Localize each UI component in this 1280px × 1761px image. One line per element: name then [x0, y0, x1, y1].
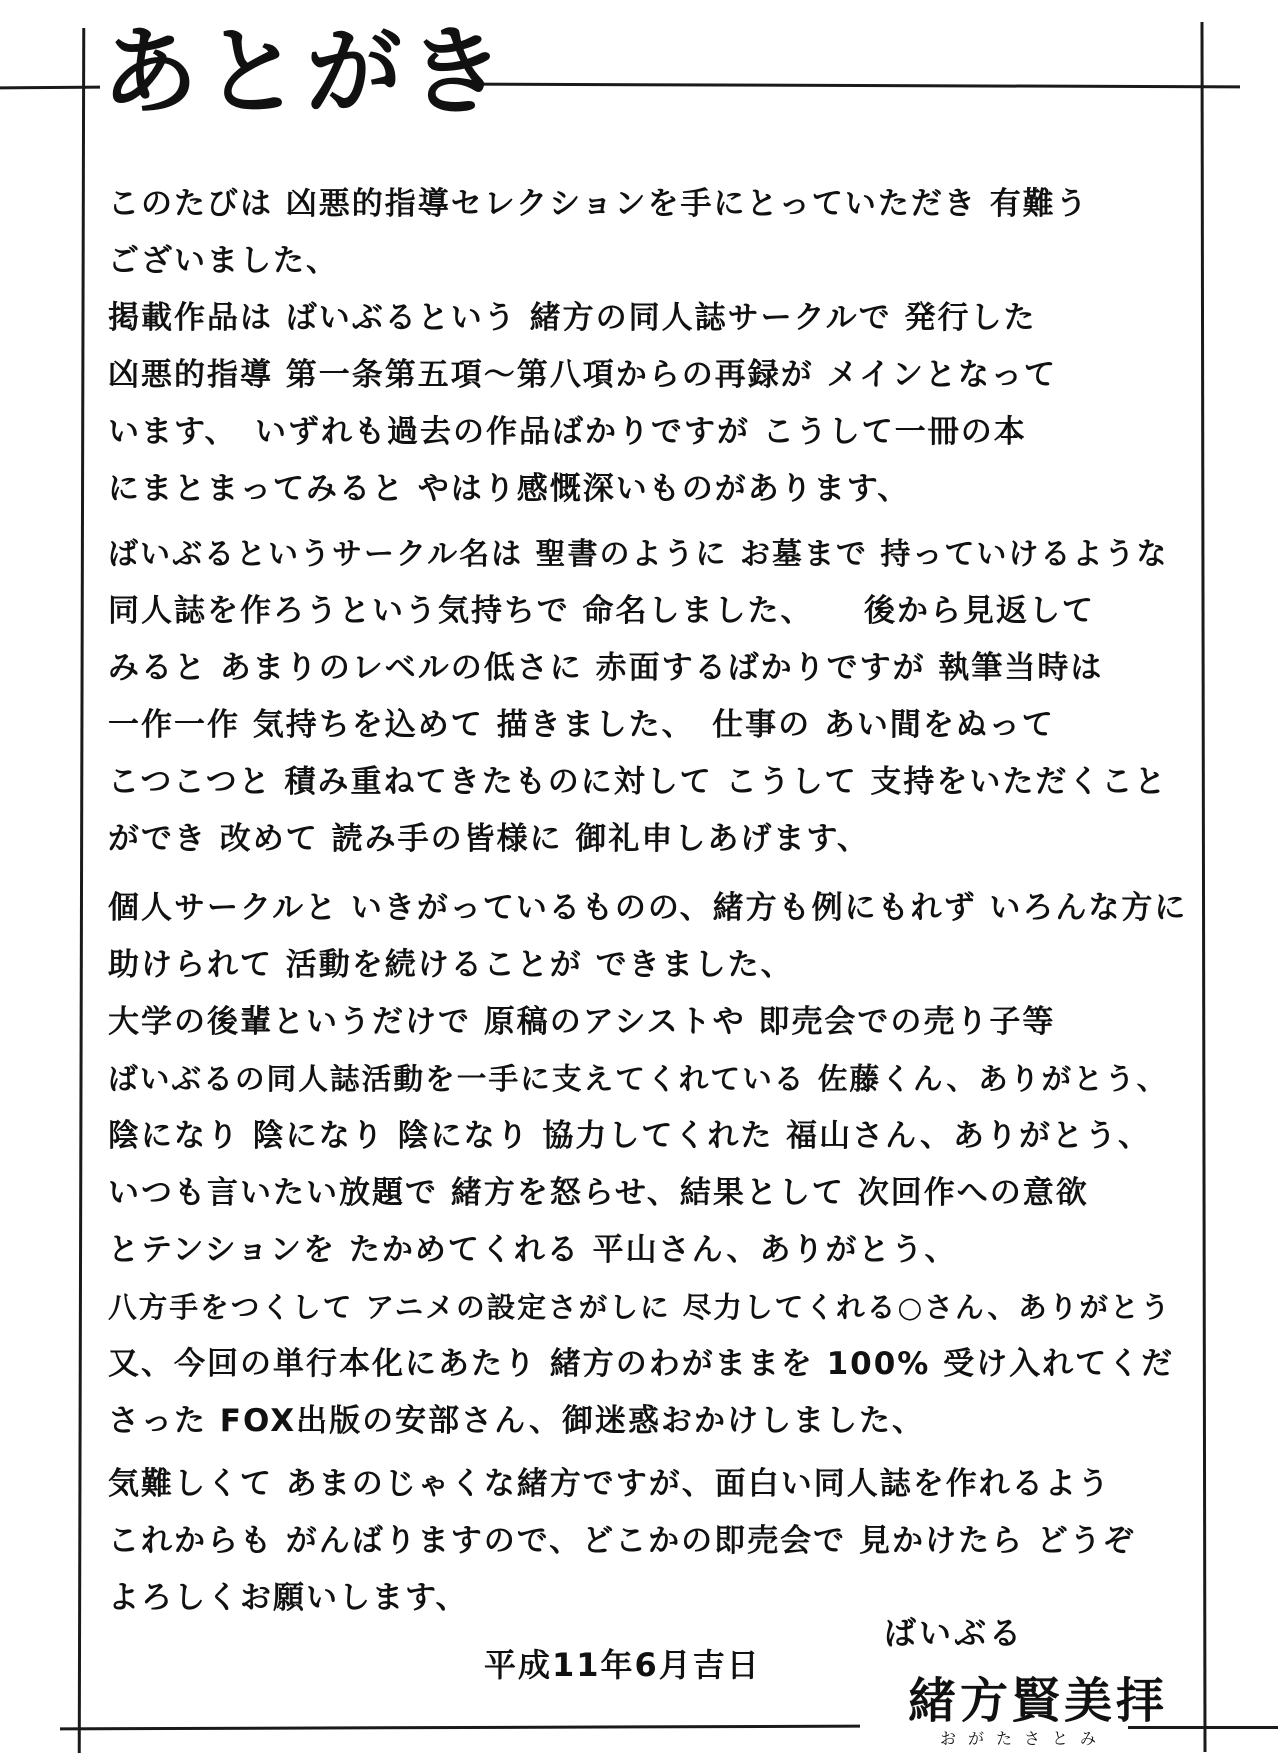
text-line: 同人誌を作ろうという気持ちで 命名しました、 後から見返して [108, 593, 1095, 629]
signature-furigana: おがたさとみ [940, 1729, 1109, 1748]
text-line: 気難しくて あまのじゃくな緒方ですが、面白い同人誌を作れるよう [108, 1466, 1111, 1502]
paragraph-intro [108, 176, 1188, 518]
frame-line-left [78, 28, 86, 1753]
text-line: 掲載作品は ばいぶるという 緒方の同人誌サークルで 発行した [108, 300, 1037, 336]
frame-line-right [1200, 22, 1206, 1752]
circle-name: ばいぶる [884, 1614, 1025, 1652]
frame-line-top [470, 83, 1240, 89]
text-line: とテンションを たかめてくれる 平山さん、ありがとう、 [108, 1232, 958, 1268]
text-line: いつも言いたい放題で 緒方を怒らせ、結果として 次回作への意欲 [108, 1175, 1089, 1211]
date: 平成11年6月吉日 [484, 1646, 761, 1684]
text-line: にまとまってみると やはり感慨深いものがあります、 [108, 471, 911, 507]
text-line: さった FOX出版の安部さん、御迷惑おかけしました、 [108, 1403, 925, 1439]
author-signature: 緒方賢美拝 [908, 1673, 1169, 1729]
text-line: これからも がんばりますので、どこかの即売会で 見かけたら どうぞ [108, 1523, 1136, 1559]
text-line: います、 いずれも過去の作品ばかりですが こうして一冊の本 [108, 414, 1027, 450]
text-line: 一作一作 気持ちを込めて 描きました、 仕事の あい間をぬって [108, 707, 1055, 743]
paragraph-closing [108, 1456, 1188, 1627]
text-line: 凶悪的指導 第一条第五項〜第八項からの再録が メインとなって [108, 357, 1057, 393]
frame-line-bottom [60, 1725, 860, 1731]
paragraph-thanks [108, 880, 1188, 1450]
text-line: このたびは 凶悪的指導セレクションを手にとっていただき 有難う [108, 186, 1089, 222]
text-line: みると あまりのレベルの低さに 赤面するばかりですが 執筆当時は [108, 650, 1104, 686]
paragraph-circle-name [108, 526, 1188, 868]
text-line: ばいぶるの同人誌活動を一手に支えてくれている 佐藤くん、ありがとう、 [108, 1062, 1169, 1097]
text-line: よろしくお願いします、 [108, 1580, 469, 1616]
text-line: ばいぶるというサークル名は 聖書のように お墓まで 持っていけるような [108, 537, 1169, 572]
text-line: 助けられて 活動を続けることが できました、 [108, 947, 794, 983]
page-title: あとがき [102, 15, 510, 128]
text-line: 大学の後輩というだけで 原稿のアシストや 即売会での売り子等 [108, 1004, 1056, 1040]
text-line: 陰になり 陰になり 陰になり 協力してくれた 福山さん、ありがとう、 [108, 1118, 1152, 1154]
text-line: 八方手をつくして アニメの設定さがしに 尽力してくれる○さん、ありがとう [108, 1290, 1172, 1324]
text-line: ができ 改めて 読み手の皆様に 御礼申しあげます、 [108, 821, 870, 857]
text-line: ございました、 [108, 243, 339, 279]
text-line: 個人サークルと いきがっているものの、緒方も例にもれず いろんな方に [108, 890, 1188, 926]
text-line: 又、今回の単行本化にあたり 緒方のわがままを 100% 受け入れてくだ [108, 1346, 1175, 1382]
text-line: こつこつと 積み重ねてきたものに対して こうして 支持をいただくこと [108, 764, 1168, 800]
